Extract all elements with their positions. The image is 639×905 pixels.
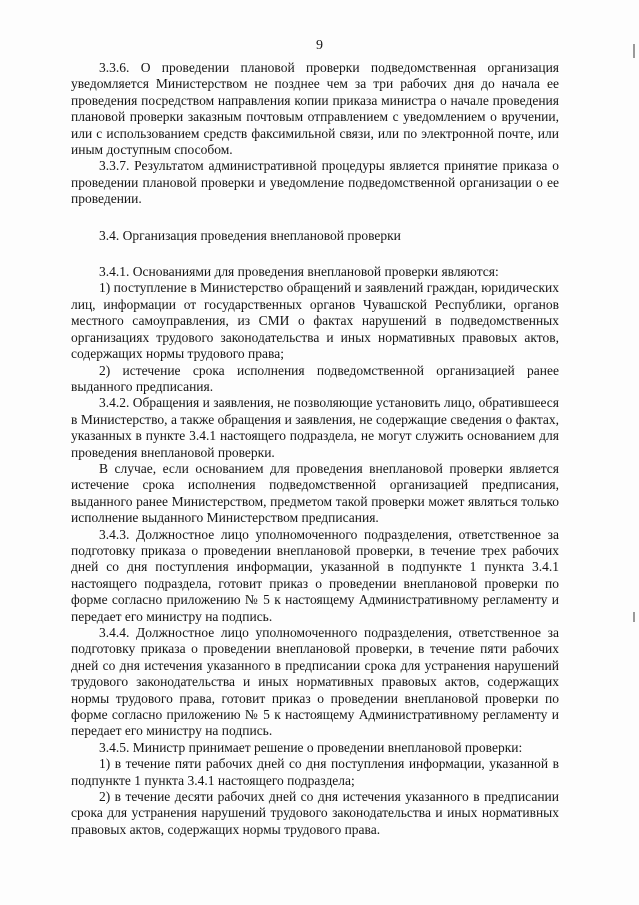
scan-edge-mark xyxy=(633,612,635,622)
paragraph-3-4-5: 3.4.5. Министр принимает решение о проведении внеплановой проверки: xyxy=(99,739,523,755)
paragraph-3-4-2: 3.4.2. Обращения и заявления, не позволяющие установить лицо, обратившееся в Министерство, а также обращения и заявления, не содержащие сведения о фактах, указанных в пункте 3.4.1 настоящего подраздела, не могут служить основанием для проведения внеплановой проверки. xyxy=(71,395,559,460)
paragraph-3-3-6: 3.3.6. О проведении плановой проверки подведомственная организация уведомляется Министерством не позднее чем за три рабочих дня до начала ее проведения посредством направления копии приказа министра о начале проведения плановой проверки заказным почтовым отправлением с уведомлением о вручении, или с использованием средств факсимильной связи, или по электронной почте, или иным доступным способом. xyxy=(71,60,559,158)
list-item-3-4-5-2: 2) в течение десяти рабочих дней со дня истечения указанного в предписании срока для устранения нарушений трудового законодательства и иных нормативных правовых актов, содержащих нормы трудового права. xyxy=(71,789,559,837)
page-number: 9 xyxy=(316,38,323,53)
paragraph-3-4-4: 3.4.4. Должностное лицо уполномоченного подразделения, ответственное за подготовку приказа о проведении внеплановой проверки, в течение пяти рабочих дней со дня истечения указанного в предписании срока для устранения нарушений трудового законодательства и иных нормативных правовых актов, содержащих нормы трудового права, готовит приказ о проведении внеплановой проверки по форме согласно приложению № 5 к настоящему Административному регламенту и передает его министру на подпись. xyxy=(71,625,559,739)
paragraph-3-4-3: 3.4.3. Должностное лицо уполномоченного подразделения, ответственное за подготовку приказа о проведении внеплановой проверки, в течение трех рабочих дней со дня поступления информации, указанной в подпункте 1 пункта 3.4.1 настоящего подраздела, готовит приказ о проведении внеплановой проверки по форме согласно приложению № 5 к настоящему Административному регламенту и передает его министру на подпись. xyxy=(71,526,559,624)
paragraph-3-3-7: 3.3.7. Результатом административной процедуры является принятие приказа о проведении плановой проверки и уведомление подведомственной организации о ее проведении. xyxy=(71,158,559,207)
paragraph-3-4-2-case: В случае, если основанием для проведения внеплановой проверки является истечение срока исполнения подведомственной организацией предписания, выданного ранее Министерством, предметом такой проверки может являться только исполнение выданного Министерством предписания. xyxy=(71,460,559,526)
section-heading-3-4: 3.4. Организация проведения внеплановой проверки xyxy=(99,227,401,243)
scan-edge-mark xyxy=(633,44,635,58)
list-item-3-4-1-1: 1) поступление в Министерство обращений и заявлений граждан, юридических лиц, информации от государственных органов Чувашской Республики, органов местного самоуправления, из СМИ о фактах нарушений в подведомственных организациях трудового законодательства и иных нормативных правовых актов, содержащих нормы трудового права; xyxy=(71,280,559,362)
document-body xyxy=(71,60,559,838)
list-item-3-4-1-2: 2) истечение срока исполнения подведомственной организацией ранее выданного предписания. xyxy=(71,362,559,394)
list-item-3-4-5-1: 1) в течение пяти рабочих дней со дня поступления информации, указанной в подпункте 1 пункта 3.4.1 настоящего подраздела; xyxy=(71,756,559,788)
paragraph-3-4-1: 3.4.1. Основаниями для проведения внеплановой проверки являются: xyxy=(99,264,499,280)
